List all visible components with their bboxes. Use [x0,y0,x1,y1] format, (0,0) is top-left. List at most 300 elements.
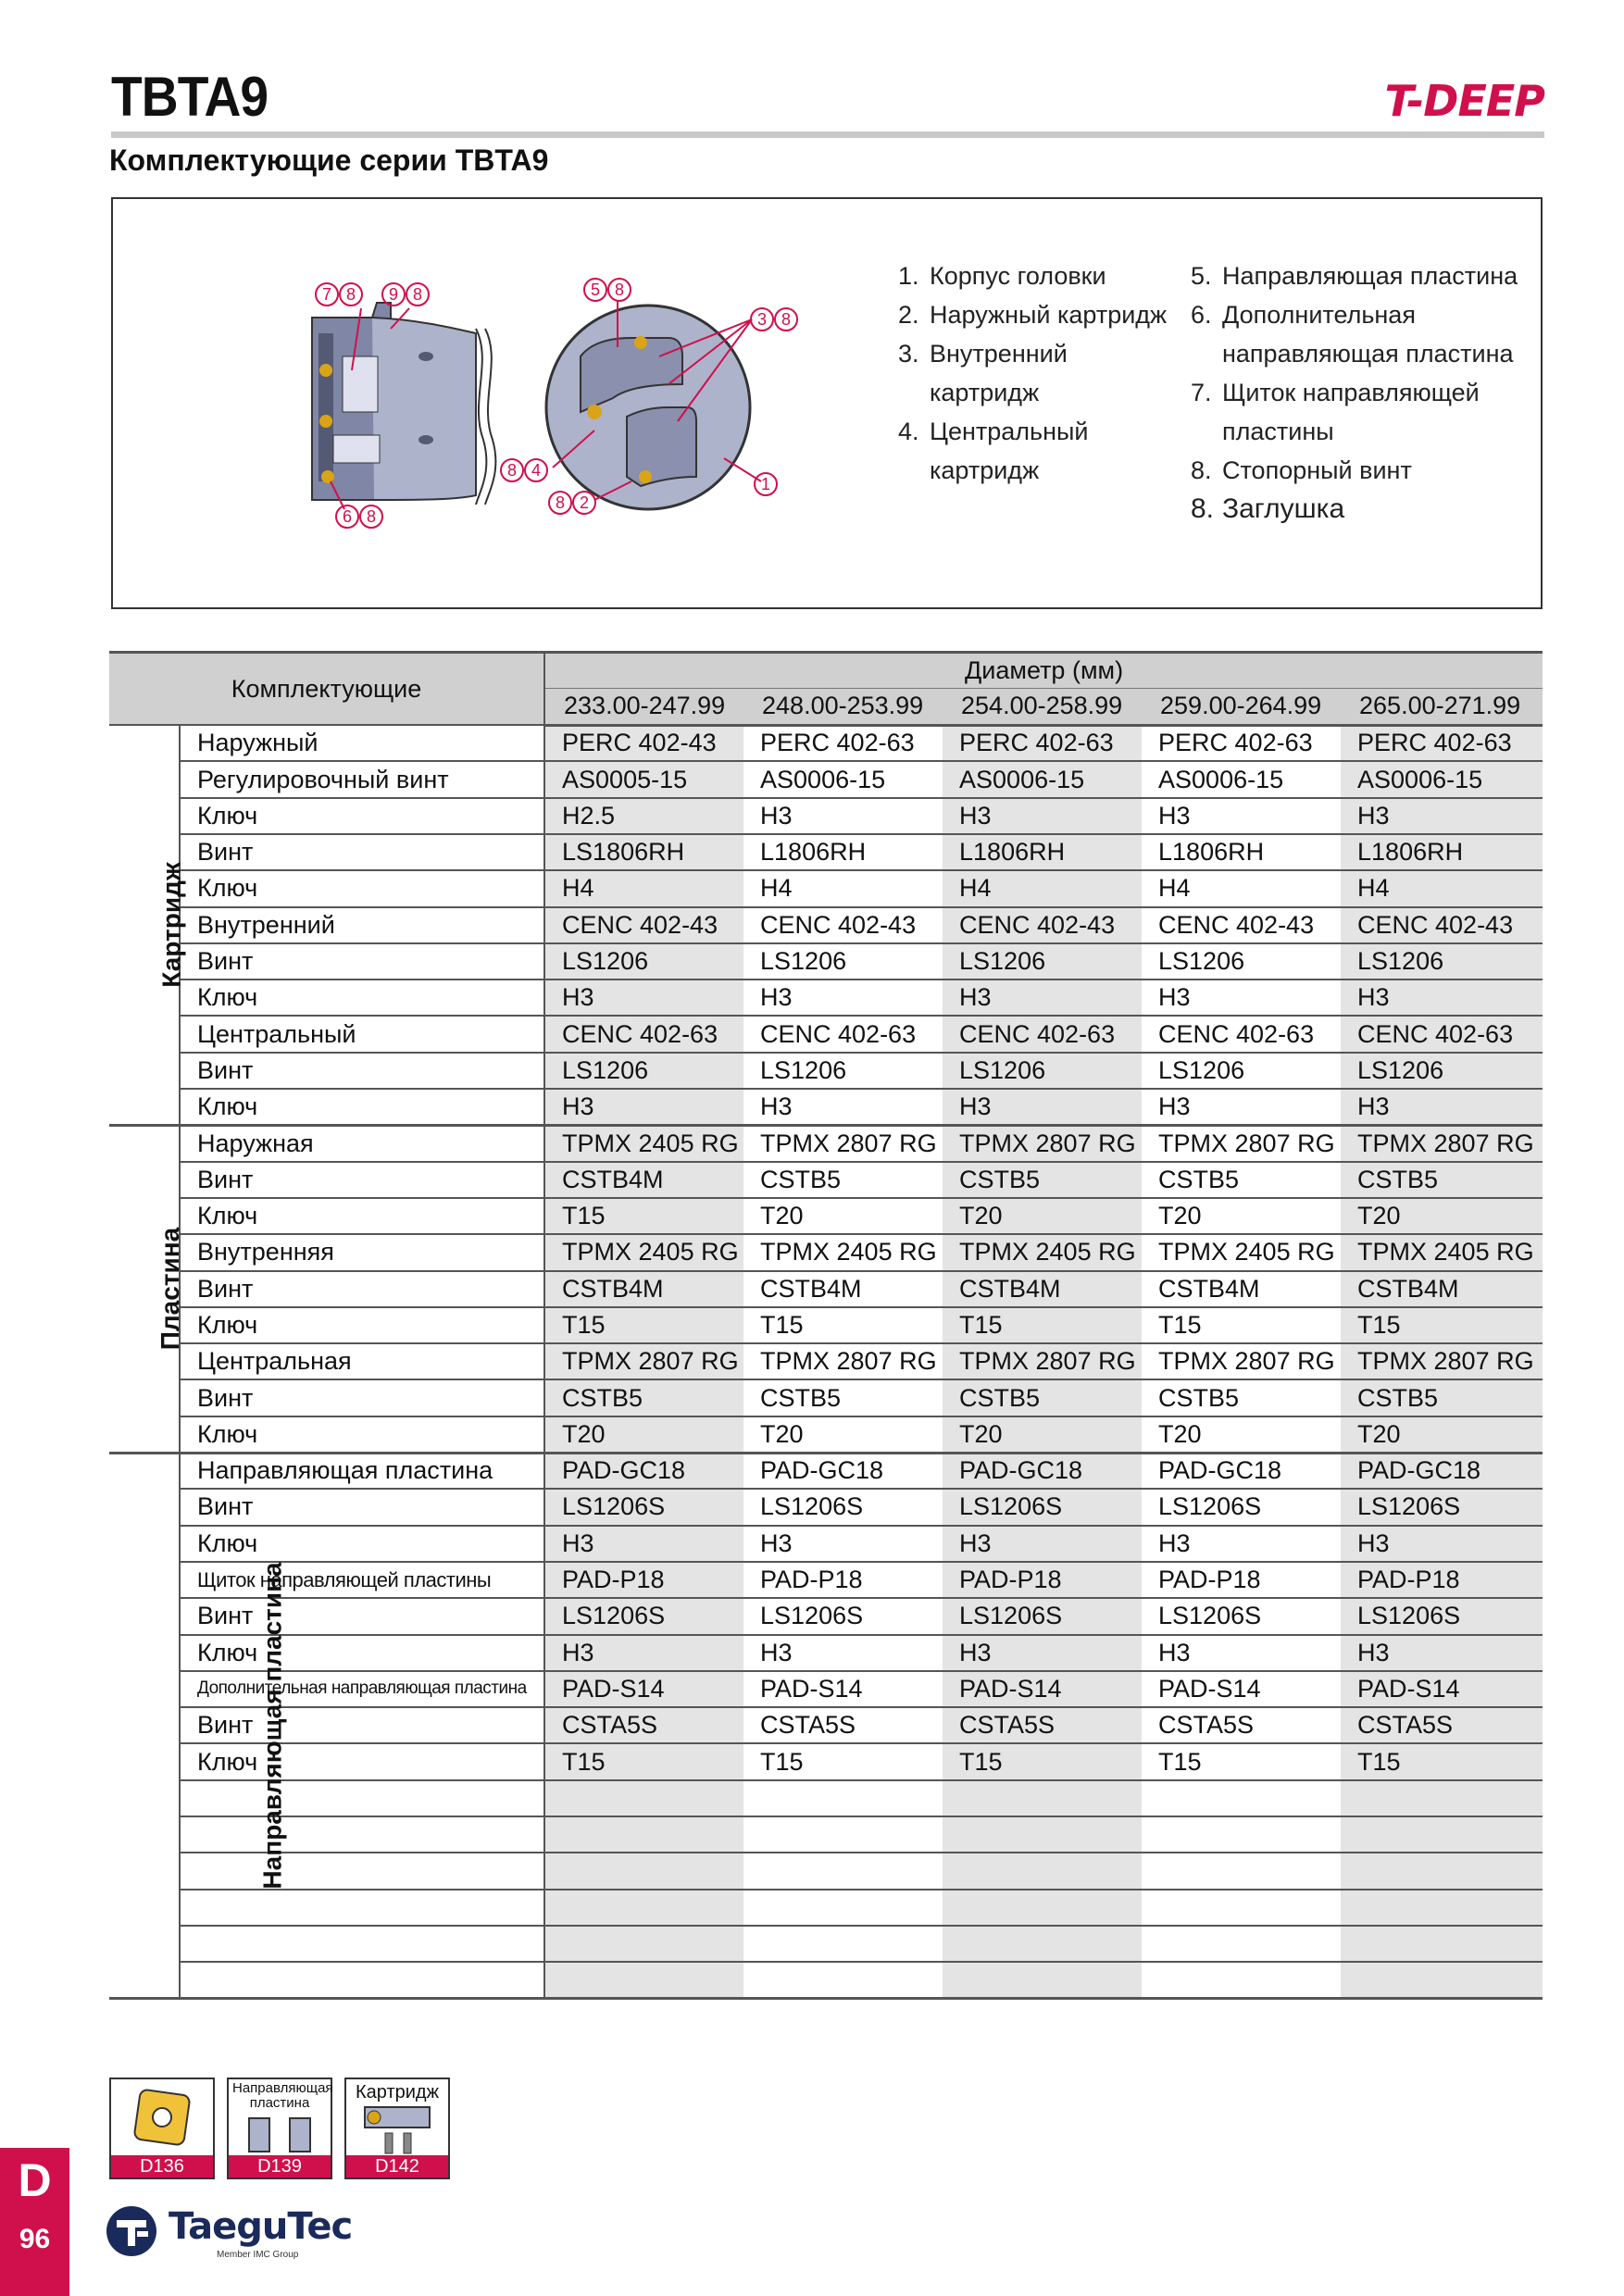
component-code [544,1816,743,1853]
component-code: CSTB5 [1142,1379,1341,1416]
table-row [109,1635,1543,1671]
component-code: LS1206 [743,943,943,980]
legend-item: 7. Щиток направляющей [1191,379,1480,406]
callout-digit: 8 [359,505,383,529]
component-code: LS1206 [1341,943,1543,980]
component-code [1341,1890,1543,1926]
component-code: H4 [743,870,943,906]
component-code: H3 [943,798,1142,834]
component-code: L1806RH [1142,834,1341,870]
table-row [109,1489,1543,1525]
component-code: H4 [943,870,1142,906]
table-row [109,1816,1543,1853]
component-name [180,1890,544,1926]
component-code [1341,1962,1543,1998]
component-code: CSTA5S [943,1707,1142,1743]
component-code: PAD-GC18 [1341,1453,1543,1489]
component-code: CSTB5 [1142,1162,1341,1198]
component-code: PERC 402-63 [943,725,1142,761]
components-header: Комплектующие [109,653,544,726]
component-code [743,1853,943,1889]
diameter-header: Диаметр (мм) [544,653,1543,689]
component-code: TPMX 2807 RG [1142,1343,1341,1379]
component-code [544,1890,743,1926]
component-code: T15 [1142,1743,1341,1779]
reference-page: D139 [229,2155,331,2177]
component-name: Дополнительная направляющая пластина [180,1671,544,1707]
component-code: H3 [1142,1089,1341,1125]
component-code: T20 [943,1416,1142,1453]
component-code: CSTA5S [743,1707,943,1743]
components-body [109,725,1543,1998]
components-table [109,651,1543,2000]
component-name: Наружный [180,725,544,761]
component-name [180,1962,544,1998]
component-name: Винт [180,1489,544,1525]
table-row [109,1780,1543,1816]
component-code: T20 [1341,1198,1543,1234]
page-title: TBTA9 [111,66,269,128]
page-number: 96 [19,2224,51,2254]
component-code: CSTA5S [1341,1707,1543,1743]
component-code: H2.5 [544,798,743,834]
component-code [544,1926,743,1962]
table-row [109,1016,1543,1052]
component-name: Ключ [180,1743,544,1779]
component-code: CENC 402-43 [1142,907,1341,943]
callout-3-8 [750,307,798,331]
diameter-column-header: 265.00-271.99 [1341,689,1543,725]
component-code: H4 [1341,870,1543,906]
component-code: LS1806RH [544,834,743,870]
component-code: CENC 402-63 [1142,1016,1341,1052]
legend-item: 3. Внутренний [898,340,1068,368]
company-subtitle: Member IMC Group [217,2250,299,2260]
component-code: LS1206S [743,1489,943,1525]
component-code [1142,1962,1341,1998]
table-row [109,1562,1543,1598]
component-code: L1806RH [943,834,1142,870]
reference-insert[interactable] [109,2078,215,2179]
component-code: CSTA5S [1142,1707,1341,1743]
page-subtitle: Комплектующие серии TBTA9 [109,144,549,177]
callout-digit: 8 [500,458,524,482]
component-code: CSTB5 [743,1379,943,1416]
component-code: AS0006-15 [1142,761,1341,797]
component-code: LS1206S [1341,1489,1543,1525]
component-code: PAD-GC18 [743,1453,943,1489]
component-code: LS1206 [743,1053,943,1089]
component-code: H4 [544,870,743,906]
callout-digit: 1 [754,472,778,496]
table-row [109,1416,1543,1453]
table-row [109,980,1543,1016]
component-code: H3 [743,980,943,1016]
component-code: CSTB4M [1142,1271,1341,1307]
callout-digit: 8 [406,282,430,306]
callout-digit: 8 [774,307,798,331]
callout-digit: 4 [524,458,548,482]
component-code [1142,1780,1341,1816]
component-code: H3 [743,1089,943,1125]
component-code: TPMX 2807 RG [1341,1343,1543,1379]
diameter-column-header: 259.00-264.99 [1142,689,1341,725]
callout-9-8 [381,282,430,306]
callout-7-8 [315,282,363,306]
component-name: Ключ [180,1089,544,1125]
component-code [943,1890,1142,1926]
component-code: H3 [1341,1635,1543,1671]
component-code: CSTB5 [1341,1379,1543,1416]
component-code: CENC 402-43 [743,907,943,943]
legend-column-right [1191,256,1518,529]
component-code: TPMX 2405 RG [943,1234,1142,1270]
component-code: H3 [943,980,1142,1016]
component-code: T20 [743,1416,943,1453]
reference-guide-pad[interactable] [227,2078,332,2179]
component-code: LS1206S [1142,1598,1341,1634]
legend-item: 4. Центральный [898,418,1089,445]
callout-digit: 2 [572,491,596,515]
component-code: TPMX 2405 RG [544,1125,743,1161]
component-code: CSTB5 [943,1162,1142,1198]
component-code: LS1206 [544,1053,743,1089]
component-code: H3 [1341,798,1543,834]
component-code: PAD-GC18 [943,1453,1142,1489]
component-name: Ключ [180,980,544,1016]
component-code: AS0005-15 [544,761,743,797]
table-row [109,1234,1543,1270]
component-code [743,1926,943,1962]
component-code: CSTB5 [743,1162,943,1198]
component-code: TPMX 2807 RG [943,1343,1142,1379]
reference-page: D142 [346,2155,448,2177]
table-row [109,1125,1543,1161]
component-code: H3 [943,1089,1142,1125]
component-code: LS1206S [943,1598,1142,1634]
component-code: PAD-S14 [943,1671,1142,1707]
table-row [109,1453,1543,1489]
component-code: LS1206 [544,943,743,980]
callout-digit: 5 [583,278,607,302]
title-divider [111,131,1544,138]
table-row [109,834,1543,870]
section-tab [0,2148,69,2296]
table-row [109,725,1543,761]
component-name: Ключ [180,1526,544,1562]
component-code: T15 [743,1307,943,1343]
component-code: LS1206S [544,1489,743,1525]
component-code [743,1962,943,1998]
component-code: LS1206S [1341,1598,1543,1634]
component-code: PAD-GC18 [544,1453,743,1489]
component-code: CENC 402-63 [743,1016,943,1052]
legend-item: 1. Корпус головки [898,262,1106,290]
component-code: H3 [544,1089,743,1125]
component-code: CSTB4M [1341,1271,1543,1307]
table-row [109,1707,1543,1743]
component-code: CENC 402-43 [1341,907,1543,943]
component-code: CENC 402-63 [943,1016,1142,1052]
legend-item: 5. Направляющая пластина [1191,262,1518,290]
callout-digit: 8 [548,491,572,515]
legend-item: 2. Наружный картридж [898,301,1168,329]
table-row [109,943,1543,980]
component-code: PERC 402-63 [743,725,943,761]
table-row [109,907,1543,943]
component-code: L1806RH [743,834,943,870]
table-row [109,1089,1543,1125]
callout-digit: 3 [750,307,774,331]
component-code: T15 [743,1743,943,1779]
component-code [544,1962,743,1998]
table-row [109,1743,1543,1779]
diameter-column-header: 233.00-247.99 [544,689,743,725]
component-code [1341,1816,1543,1853]
component-code: CSTA5S [544,1707,743,1743]
front-view-tool [546,301,761,509]
table-row [109,1343,1543,1379]
component-code: AS0006-15 [1341,761,1543,797]
component-code: H3 [1341,980,1543,1016]
table-row [109,1598,1543,1634]
component-code: T20 [1142,1198,1341,1234]
component-name: Винт [180,943,544,980]
component-code: H3 [743,1526,943,1562]
component-code: CENC 402-43 [544,907,743,943]
brand-logo: T-DEEP [1384,76,1544,126]
component-code: H3 [943,1526,1142,1562]
cartridge-icon [346,2079,448,2157]
callout-1 [754,472,778,496]
component-code: TPMX 2807 RG [743,1125,943,1161]
component-code: LS1206 [943,1053,1142,1089]
component-code: T15 [1341,1307,1543,1343]
table-row [109,1162,1543,1198]
table-row [109,1379,1543,1416]
component-code: T20 [943,1198,1142,1234]
insert-icon [111,2079,213,2157]
component-name: Центральная [180,1343,544,1379]
component-code: PAD-S14 [1341,1671,1543,1707]
component-code: H3 [1142,798,1341,834]
component-name: Винт [180,1379,544,1416]
component-name: Ключ [180,798,544,834]
component-code [1142,1816,1341,1853]
component-code: CENC 402-63 [544,1016,743,1052]
component-code: LS1206S [743,1598,943,1634]
component-code: CSTB5 [1341,1162,1543,1198]
table-row [109,1926,1543,1962]
component-code: CSTB4M [743,1271,943,1307]
guide-pad-icon [229,2079,331,2157]
taegutec-logo-icon [104,2203,159,2259]
component-code: AS0006-15 [743,761,943,797]
component-name: Винт [180,1053,544,1089]
group-label-cell [109,725,186,1125]
component-code: H3 [943,1635,1142,1671]
component-name: Регулировочный винт [180,761,544,797]
component-name [180,1816,544,1853]
legend-item: пластины [1222,418,1334,445]
component-code [1341,1853,1543,1889]
table-row [109,1526,1543,1562]
component-name: Ключ [180,1307,544,1343]
legend-item: картридж [930,379,1040,406]
component-code: T15 [1142,1307,1341,1343]
component-code: PAD-P18 [943,1562,1142,1598]
callout-digit: 8 [607,278,631,302]
group-label: Картридж [156,862,186,988]
component-code: PAD-GC18 [1142,1453,1341,1489]
component-name: Винт [180,834,544,870]
component-code: TPMX 2807 RG [743,1343,943,1379]
component-name: Центральный [180,1016,544,1052]
component-code [743,1816,943,1853]
component-code [1142,1853,1341,1889]
component-name: Ключ [180,1416,544,1453]
reference-page: D136 [111,2155,213,2177]
component-code: T20 [743,1198,943,1234]
table-row [109,1271,1543,1307]
component-code: CENC 402-43 [943,907,1142,943]
component-code: LS1206 [1341,1053,1543,1089]
component-code [544,1853,743,1889]
legend-item: направляющая пластина [1222,340,1514,368]
component-code: TPMX 2405 RG [1142,1234,1341,1270]
component-name [180,1780,544,1816]
callout-digit: 8 [339,282,363,306]
table-row [109,1962,1543,1998]
group-label-cell [109,1125,185,1453]
reference-caption: Картридж [356,2082,439,2103]
component-code: TPMX 2807 RG [943,1125,1142,1161]
section-letter: D [18,2154,52,2206]
table-row [109,1671,1543,1707]
table-row [109,1053,1543,1089]
component-code: CSTB4M [943,1271,1142,1307]
component-code [1142,1890,1341,1926]
component-name: Ключ [180,870,544,906]
component-code [943,1816,1142,1853]
component-code: T15 [1341,1743,1543,1779]
table-row [109,761,1543,797]
component-code: LS1206S [1142,1489,1341,1525]
component-code: LS1206S [943,1489,1142,1525]
component-code: LS1206S [544,1598,743,1634]
diameter-column-header: 254.00-258.99 [943,689,1142,725]
component-code: CSTB4M [544,1271,743,1307]
component-name: Ключ [180,1635,544,1671]
component-name: Щиток направляющей пластины [180,1562,544,1598]
callout-digit: 7 [315,282,339,306]
component-code: CSTB5 [544,1379,743,1416]
component-code: TPMX 2807 RG [1341,1125,1543,1161]
component-name [180,1926,544,1962]
component-code: PERC 402-63 [1341,725,1543,761]
component-name: Винт [180,1598,544,1634]
component-code [1341,1926,1543,1962]
component-code [943,1780,1142,1816]
group-label: Направляющая пластина [257,1562,287,1890]
side-view-tool [312,303,495,509]
component-code [1142,1926,1341,1962]
component-code: CSTB5 [943,1379,1142,1416]
component-code: PAD-P18 [544,1562,743,1598]
assembly-diagram [111,197,1543,609]
component-code: H3 [1142,1526,1341,1562]
component-code: H3 [544,980,743,1016]
component-code: LS1206 [1142,1053,1341,1089]
component-code: H3 [1341,1089,1543,1125]
table-row [109,1198,1543,1234]
legend-item: 8. Заглушка [1191,493,1345,524]
component-name: Винт [180,1707,544,1743]
component-code: T15 [943,1307,1142,1343]
table-row [109,1890,1543,1926]
component-name: Наружная [180,1125,544,1161]
diameter-column-header: 248.00-253.99 [743,689,943,725]
callout-digit: 9 [381,282,406,306]
component-name [180,1853,544,1889]
table-row [109,798,1543,834]
component-code [544,1780,743,1816]
component-code: TPMX 2807 RG [1142,1125,1341,1161]
callout-8-2 [548,491,596,515]
reference-caption: Направляющая пластина [232,2080,333,2111]
callout-6-8 [335,505,383,529]
component-code: T15 [544,1743,743,1779]
component-code: CSTB4M [544,1162,743,1198]
component-code: PAD-P18 [1341,1562,1543,1598]
component-code: PERC 402-63 [1142,725,1341,761]
table-row [109,870,1543,906]
component-name: Внутренний [180,907,544,943]
table-row [109,1853,1543,1889]
legend-item: 8. Стопорный винт [1191,456,1412,484]
component-code: H3 [743,1635,943,1671]
legend-column-left [898,256,1167,490]
component-code [743,1890,943,1926]
component-code: CENC 402-63 [1341,1016,1543,1052]
component-code: TPMX 2405 RG [743,1234,943,1270]
component-code: H3 [544,1635,743,1671]
component-code: PAD-P18 [743,1562,943,1598]
component-code: PAD-S14 [743,1671,943,1707]
component-code [943,1926,1142,1962]
reference-cartridge[interactable] [344,2078,450,2179]
component-code: T15 [544,1307,743,1343]
component-code: AS0006-15 [943,761,1142,797]
component-code: H3 [1142,980,1341,1016]
component-code [743,1780,943,1816]
component-code: H3 [743,798,943,834]
component-code: LS1206 [1142,943,1341,980]
component-code: H4 [1142,870,1341,906]
component-name: Внутренняя [180,1234,544,1270]
component-code [1341,1780,1543,1816]
component-code: H3 [1142,1635,1341,1671]
component-code: T15 [544,1198,743,1234]
component-code [943,1853,1142,1889]
component-code: PAD-S14 [544,1671,743,1707]
component-code: TPMX 2405 RG [1341,1234,1543,1270]
component-code: H3 [544,1526,743,1562]
component-name: Винт [180,1162,544,1198]
component-code: H3 [1341,1526,1543,1562]
component-code: TPMX 2807 RG [544,1343,743,1379]
legend-item: 6. Дополнительная [1191,301,1416,329]
